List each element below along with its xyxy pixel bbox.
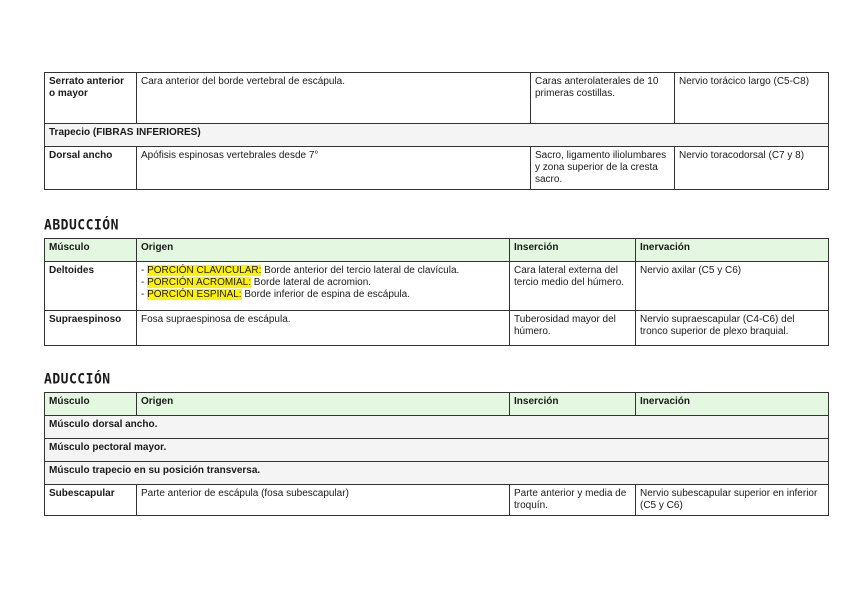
- table-row: [45, 262, 829, 311]
- nerve-cell: Nervio axilar (C5 y C6): [636, 262, 829, 311]
- origin-cell: [137, 262, 510, 311]
- header-muscle: Músculo: [45, 239, 137, 262]
- muscle-cell: Supraespinoso: [45, 311, 137, 346]
- header-origin: Origen: [137, 393, 510, 416]
- nerve-cell: Nervio toracodorsal (C7 y 8): [675, 147, 829, 190]
- insertion-cell: Sacro, ligamento iliolumbares y zona superior de la cresta sacro.: [531, 147, 675, 190]
- highlighted-term: PORCIÓN CLAVICULAR:: [147, 265, 262, 276]
- header-origin: Origen: [137, 239, 510, 262]
- table-row: [45, 462, 829, 485]
- abduccion-title: ABDUCCIÓN: [44, 217, 119, 234]
- aduccion-table: [44, 392, 829, 516]
- aduccion-title: ADUCCIÓN: [44, 371, 111, 388]
- nerve-cell: Nervio subescapular superior en inferior (C5 y C6): [636, 485, 829, 516]
- origin-line: - PORCIÓN ESPINAL: Borde inferior de espina de escápula.: [141, 289, 411, 300]
- origin-line: - PORCIÓN CLAVICULAR: Borde anterior del tercio lateral de clavícula.: [141, 265, 460, 276]
- header-insertion: Inserción: [510, 239, 636, 262]
- insertion-cell: Tuberosidad mayor del húmero.: [510, 311, 636, 346]
- table-row: [45, 439, 829, 462]
- span-row-cell: Músculo dorsal ancho.: [45, 416, 829, 439]
- header-insertion: Inserción: [510, 393, 636, 416]
- highlighted-term: PORCIÓN ACROMIAL:: [147, 277, 252, 288]
- header-nerve: Inervación: [636, 239, 829, 262]
- span-row-cell: Músculo trapecio en su posición transversa.: [45, 462, 829, 485]
- upper-muscle-table: [44, 72, 829, 190]
- table-row: [45, 485, 829, 516]
- abduccion-table: [44, 238, 829, 346]
- highlighted-term: PORCIÓN ESPINAL:: [147, 289, 242, 300]
- table-row: [45, 311, 829, 346]
- header-row: [45, 239, 829, 262]
- nerve-cell: Nervio supraescapular (C4-C6) del tronco superior de plexo braquial.: [636, 311, 829, 346]
- muscle-cell: Subescapular: [45, 485, 137, 516]
- table-row: [45, 147, 829, 190]
- header-row: [45, 393, 829, 416]
- table-row: [45, 416, 829, 439]
- origin-line: - PORCIÓN ACROMIAL: Borde lateral de acromion.: [141, 277, 372, 288]
- insertion-cell: Parte anterior y media de troquín.: [510, 485, 636, 516]
- span-row-cell: Trapecio (FIBRAS INFERIORES): [45, 124, 829, 147]
- insertion-cell: Caras anterolaterales de 10 primeras costillas.: [531, 73, 675, 124]
- span-row-cell: Músculo pectoral mayor.: [45, 439, 829, 462]
- origin-cell: Parte anterior de escápula (fosa subescapular): [137, 485, 510, 516]
- table-row: [45, 124, 829, 147]
- muscle-cell: Serrato anterior o mayor: [45, 73, 137, 124]
- nerve-cell: Nervio torácico largo (C5-C8): [675, 73, 829, 124]
- header-muscle: Músculo: [45, 393, 137, 416]
- origin-cell: Cara anterior del borde vertebral de escápula.: [137, 73, 531, 124]
- table-row: [45, 73, 829, 124]
- muscle-cell: Dorsal ancho: [45, 147, 137, 190]
- origin-cell: Apófisis espinosas vertebrales desde 7°: [137, 147, 531, 190]
- muscle-cell: Deltoides: [45, 262, 137, 311]
- header-nerve: Inervación: [636, 393, 829, 416]
- insertion-cell: Cara lateral externa del tercio medio del húmero.: [510, 262, 636, 311]
- origin-cell: Fosa supraespinosa de escápula.: [137, 311, 510, 346]
